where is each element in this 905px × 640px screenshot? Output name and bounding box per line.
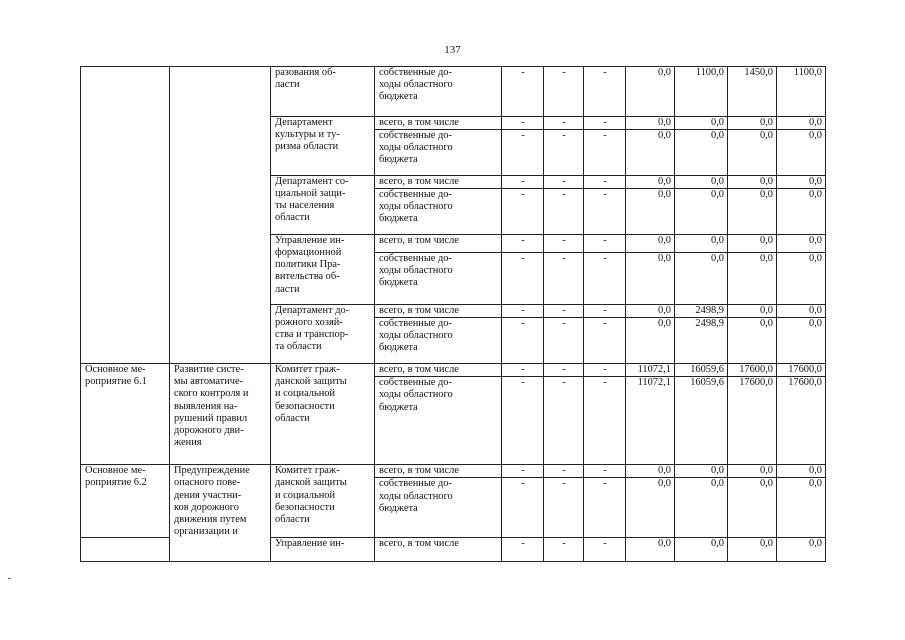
amount-cell: 0,0 bbox=[777, 235, 826, 253]
amount-cell: 0,0 bbox=[675, 253, 728, 305]
amount-cell: 0,0 bbox=[728, 253, 777, 305]
amount-cell: 1100,0 bbox=[675, 67, 728, 117]
amount-cell: 0,0 bbox=[728, 117, 777, 130]
amount-cell: 0,0 bbox=[777, 253, 826, 305]
code-cell: - bbox=[584, 176, 626, 189]
code-cell: - bbox=[544, 465, 584, 478]
page-number: 137 bbox=[444, 44, 461, 56]
amount-cell: 0,0 bbox=[675, 117, 728, 130]
amount-cell: 0,0 bbox=[777, 176, 826, 189]
event-name-cell: Развитие систе- мы автоматиче- ского контроля и выявления на- рушений правил дорожного дви- жения bbox=[170, 364, 271, 465]
amount-cell: 16059,6 bbox=[675, 364, 728, 377]
amount-cell: 0,0 bbox=[777, 318, 826, 364]
code-cell: - bbox=[502, 67, 544, 117]
code-cell: - bbox=[502, 465, 544, 478]
funding-source-cell: всего, в том числе bbox=[375, 176, 502, 189]
executor-cell: разования об- ласти bbox=[271, 67, 375, 117]
code-cell: - bbox=[544, 305, 584, 318]
code-cell: - bbox=[544, 538, 584, 562]
amount-cell: 0,0 bbox=[675, 176, 728, 189]
code-cell: - bbox=[584, 67, 626, 117]
code-cell: - bbox=[502, 377, 544, 465]
code-cell: - bbox=[544, 364, 584, 377]
amount-cell: 17600,0 bbox=[728, 364, 777, 377]
amount-cell: 17600,0 bbox=[728, 377, 777, 465]
code-cell: - bbox=[502, 130, 544, 176]
code-cell: - bbox=[584, 377, 626, 465]
funding-source-cell: собственные до- ходы областного бюджета bbox=[375, 478, 502, 538]
event-name-cell bbox=[170, 67, 271, 364]
code-cell: - bbox=[584, 189, 626, 235]
code-cell: - bbox=[544, 235, 584, 253]
executor-cell: Департамент до- рожного хозяй- ства и транспор- та области bbox=[271, 305, 375, 364]
amount-cell: 0,0 bbox=[675, 130, 728, 176]
code-cell: - bbox=[584, 465, 626, 478]
code-cell: - bbox=[584, 117, 626, 130]
funding-source-cell: собственные до- ходы областного бюджета bbox=[375, 189, 502, 235]
status-cell: Основное ме- роприятие 6.1 bbox=[81, 364, 170, 465]
amount-cell: 0,0 bbox=[675, 478, 728, 538]
code-cell: - bbox=[544, 189, 584, 235]
executor-cell: Департамент со- циальной защи- ты населения области bbox=[271, 176, 375, 235]
code-cell: - bbox=[584, 253, 626, 305]
amount-cell: 17600,0 bbox=[777, 377, 826, 465]
amount-cell: 0,0 bbox=[777, 465, 826, 478]
executor-cell: Департамент культуры и ту- ризма области bbox=[271, 117, 375, 176]
code-cell: - bbox=[584, 318, 626, 364]
amount-cell: 0,0 bbox=[777, 478, 826, 538]
status-cell bbox=[81, 538, 170, 562]
amount-cell: 0,0 bbox=[728, 305, 777, 318]
amount-cell: 0,0 bbox=[777, 117, 826, 130]
code-cell: - bbox=[584, 235, 626, 253]
table-row bbox=[81, 364, 826, 377]
code-cell: - bbox=[544, 478, 584, 538]
status-cell bbox=[81, 67, 170, 364]
funding-source-cell: всего, в том числе bbox=[375, 117, 502, 130]
code-cell: - bbox=[502, 176, 544, 189]
table-row bbox=[81, 465, 826, 478]
amount-cell: 0,0 bbox=[728, 130, 777, 176]
amount-cell: 0,0 bbox=[626, 538, 675, 562]
code-cell: - bbox=[502, 117, 544, 130]
amount-cell: 0,0 bbox=[777, 189, 826, 235]
code-cell: - bbox=[502, 364, 544, 377]
code-cell: - bbox=[544, 318, 584, 364]
executor-cell: Управление ин- формационной политики Пра- вительства об- ласти bbox=[271, 235, 375, 305]
amount-cell: 2498,9 bbox=[675, 318, 728, 364]
code-cell: - bbox=[584, 478, 626, 538]
amount-cell: 0,0 bbox=[728, 189, 777, 235]
funding-source-cell: собственные до- ходы областного бюджета bbox=[375, 253, 502, 305]
amount-cell: 0,0 bbox=[675, 538, 728, 562]
code-cell: - bbox=[502, 253, 544, 305]
executor-cell: Комитет граж- данской защиты и социальной безопасности области bbox=[271, 364, 375, 465]
amount-cell: 0,0 bbox=[626, 130, 675, 176]
amount-cell: 0,0 bbox=[675, 189, 728, 235]
table-row bbox=[81, 67, 826, 117]
status-cell: Основное ме- роприятие 6.2 bbox=[81, 465, 170, 538]
amount-cell: 0,0 bbox=[626, 253, 675, 305]
funding-source-cell: всего, в том числе bbox=[375, 305, 502, 318]
amount-cell: 0,0 bbox=[777, 305, 826, 318]
funding-source-cell: собственные до- ходы областного бюджета bbox=[375, 67, 502, 117]
amount-cell: 0,0 bbox=[728, 235, 777, 253]
code-cell: - bbox=[544, 377, 584, 465]
funding-source-cell: собственные до- ходы областного бюджета bbox=[375, 377, 502, 465]
code-cell: - bbox=[544, 176, 584, 189]
code-cell: - bbox=[544, 253, 584, 305]
amount-cell: 0,0 bbox=[626, 465, 675, 478]
code-cell: - bbox=[544, 117, 584, 130]
executor-cell: Комитет граж- данской защиты и социальной безопасности области bbox=[271, 465, 375, 538]
amount-cell: 0,0 bbox=[626, 176, 675, 189]
amount-cell: 0,0 bbox=[626, 235, 675, 253]
amount-cell: 16059,6 bbox=[675, 377, 728, 465]
amount-cell: 2498,9 bbox=[675, 305, 728, 318]
code-cell: - bbox=[502, 478, 544, 538]
code-cell: - bbox=[544, 67, 584, 117]
code-cell: - bbox=[502, 305, 544, 318]
amount-cell: 0,0 bbox=[626, 318, 675, 364]
code-cell: - bbox=[584, 538, 626, 562]
amount-cell: 0,0 bbox=[675, 465, 728, 478]
amount-cell: 0,0 bbox=[626, 305, 675, 318]
amount-cell: 0,0 bbox=[675, 235, 728, 253]
funding-source-cell: всего, в том числе bbox=[375, 465, 502, 478]
amount-cell: 0,0 bbox=[626, 478, 675, 538]
amount-cell: 0,0 bbox=[728, 478, 777, 538]
amount-cell: 11072,1 bbox=[626, 377, 675, 465]
amount-cell: 0,0 bbox=[626, 189, 675, 235]
amount-cell: 0,0 bbox=[728, 318, 777, 364]
amount-cell: 0,0 bbox=[728, 176, 777, 189]
code-cell: - bbox=[584, 305, 626, 318]
amount-cell: 1450,0 bbox=[728, 67, 777, 117]
event-name-cell: Предупреждение опасного пове- дения участни- ков дорожного движения путем организации и bbox=[170, 465, 271, 562]
amount-cell: 17600,0 bbox=[777, 364, 826, 377]
amount-cell: 0,0 bbox=[728, 465, 777, 478]
funding-source-cell: всего, в том числе bbox=[375, 364, 502, 377]
code-cell: - bbox=[584, 130, 626, 176]
funding-source-cell: всего, в том числе bbox=[375, 235, 502, 253]
budget-table bbox=[80, 66, 826, 562]
code-cell: - bbox=[544, 130, 584, 176]
funding-source-cell: собственные до- ходы областного бюджета bbox=[375, 130, 502, 176]
amount-cell: 0,0 bbox=[626, 117, 675, 130]
executor-cell: Управление ин- bbox=[271, 538, 375, 562]
code-cell: - bbox=[502, 538, 544, 562]
funding-source-cell: собственные до- ходы областного бюджета bbox=[375, 318, 502, 364]
code-cell: - bbox=[584, 364, 626, 377]
code-cell: - bbox=[502, 318, 544, 364]
funding-source-cell: всего, в том числе bbox=[375, 538, 502, 562]
amount-cell: 0,0 bbox=[728, 538, 777, 562]
margin-mark bbox=[8, 578, 11, 579]
amount-cell: 11072,1 bbox=[626, 364, 675, 377]
code-cell: - bbox=[502, 189, 544, 235]
amount-cell: 0,0 bbox=[626, 67, 675, 117]
amount-cell: 0,0 bbox=[777, 538, 826, 562]
amount-cell: 1100,0 bbox=[777, 67, 826, 117]
amount-cell: 0,0 bbox=[777, 130, 826, 176]
code-cell: - bbox=[502, 235, 544, 253]
